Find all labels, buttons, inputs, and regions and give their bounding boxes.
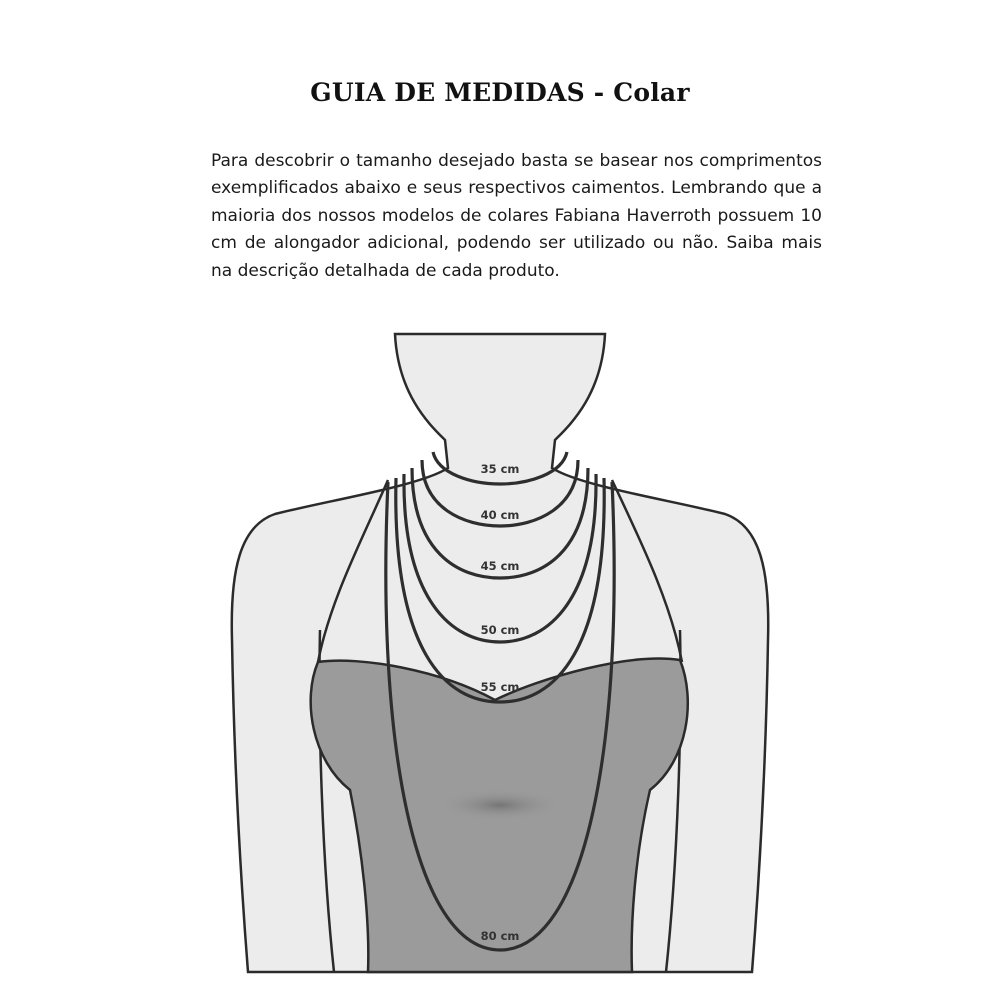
label-45cm: 45 cm [480, 559, 520, 573]
label-40cm: 40 cm [480, 508, 520, 522]
page-title: GUIA DE MEDIDAS - Colar [310, 78, 690, 107]
label-80cm: 80 cm [480, 929, 520, 943]
label-35cm: 35 cm [480, 462, 520, 476]
label-55cm: 55 cm [480, 680, 520, 694]
intro-paragraph: Para descobrir o tamanho desejado basta se basear nos comprimentos exemplificados abaixo e seus respectivos caimentos. Lembrando que a maioria dos nossos modelos de colares Fabiana Haverroth possuem 10 cm de alongador adicional, podendo ser utilizado ou não. Saiba mais na descrição detalhada de cada produto. [211, 151, 822, 281]
dress-shading [438, 789, 562, 821]
label-50cm: 50 cm [480, 623, 520, 637]
